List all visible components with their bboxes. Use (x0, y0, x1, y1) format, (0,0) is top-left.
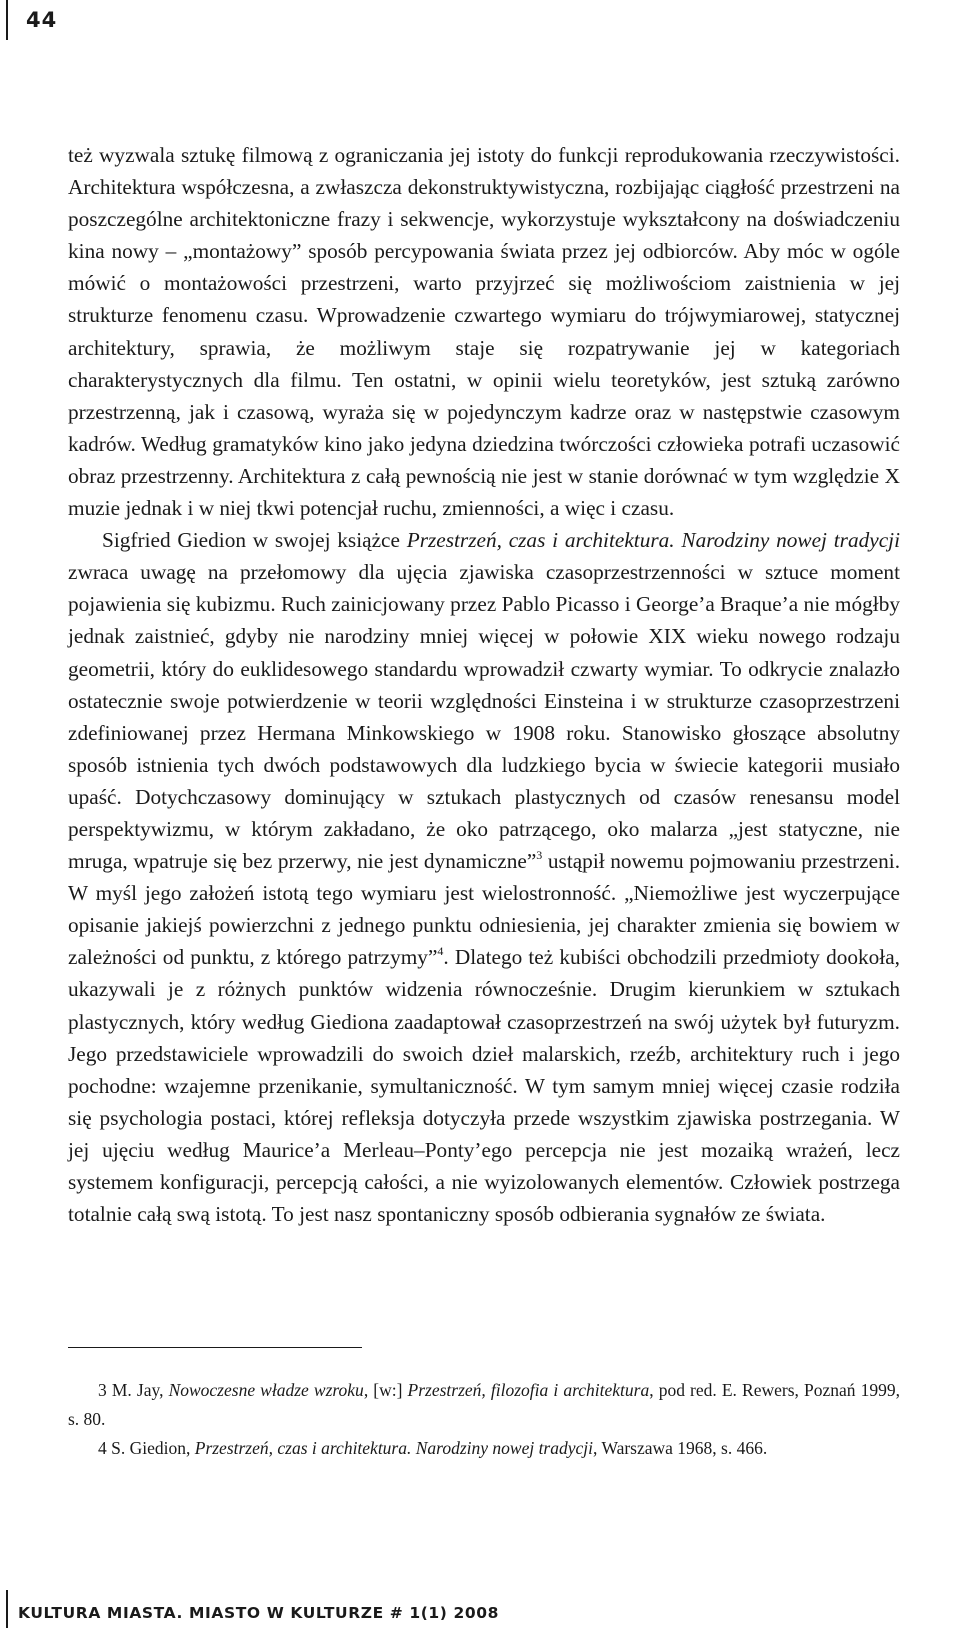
footnote-reference-4: 4 (437, 944, 444, 959)
footnote-4-tail: , Warszawa 1968, s. 466. (593, 1438, 768, 1458)
footnote-divider (68, 1347, 362, 1348)
main-text (68, 139, 900, 1230)
paragraph-2 (68, 524, 900, 1230)
footnote-4-title: Przestrzeń, czas i architektura. Narodziny nowej tradycji (194, 1438, 594, 1458)
paragraph-2-part-b: ustąpił nowemu pojmowaniu przestrzeni. W myśl jego założeń istotą tego wymiaru jest wielostronność. „Niemożliwe jest wyczerpujące opisanie jakiejś powierzchni z jednego punktu odniesienia, jej charakter zmienia się bowiem w zależności od punktu, z którego patrzymy” (68, 849, 901, 970)
footnote-3-lead: 3 M. Jay, (98, 1380, 169, 1400)
footnotes (68, 1376, 900, 1463)
footnote-reference-3: 3 (536, 848, 543, 863)
footnote-4 (68, 1434, 900, 1463)
footnote-3-mid: , [w:] (363, 1380, 408, 1400)
footnote-4-lead: 4 S. Giedion, (98, 1438, 195, 1458)
footnote-3-source-title: Przestrzeń, filozofia i architektura (407, 1380, 650, 1400)
paragraph-2-part-c: . Dlatego też kubiści obchodzili przedmioty dookoła, ukazywali je z różnych punktów widzenia równocześnie. Drugim kierunkiem w sztukach plastycznych, który według Giediona zaadaptował czasoprzestrzeń na swój użytek był futuryzm. Jego przedstawiciele wprowadzili do swoich dzieł malarskich, rzeźb, architektury ruch i jego pochodne: wzajemne przenikanie, symultaniczność. W tym samym mniej więcej czasie rodziła się psychologia postaci, której refleksja dotyczyła przede wszystkim zjawiska postrzegania. W jej ujęciu według Maurice’a Merleau–Ponty’ego percepcja nie jest mozaiką wrażeń, lecz systemem konfiguracji, percepcją całości, a nie wyizolowanych elementów. Człowiek postrzega totalnie całą swą istotą. To jest nasz spontaniczny sposób odbierania sygnałów ze świata. (68, 945, 901, 1227)
footnote-3 (68, 1376, 900, 1434)
page-number-container (6, 0, 57, 40)
journal-title: KULTURA MIASTA. MIASTO W KULTURZE # 1(1) 2008 (18, 1604, 500, 1622)
paragraph-2-part-a: zwraca uwagę na przełomowy dla ujęcia zjawiska czasoprzestrzenności w sztuce moment pojawienia się kubizmu. Ruch zainicjowany przez Pablo Picasso i George’a Braque’a nie mógłby jednak zaistnieć, gdyby nie narodziny mniej więcej w połowie XIX wieku nowego rodzaju geometrii, który do euklidesowego standardu wprowadził czwarty wymiar. To odkrycie znalazło ostatecznie swoje potwierdzenie w teorii względności Einsteina i w strukturze czasoprzestrzeni zdefiniowanej przez Hermana Minkowskiego w 1908 roku. Stanowisko głoszące absolutny sposób istnienia tych dwóch podstawowych dla ludzkiego bycia w świecie kategorii musiało upaść. Dotychczasowy dominujący w sztukach plastycznych od czasów renesansu model perspektywizmu, w którym zakładano, że oko patrzącego, oko malarza „jest statyczne, nie mruga, wpatruje się bez przerwy, nie jest dynamiczne” (68, 560, 900, 874)
running-footer (6, 1590, 499, 1628)
page-number: 44 (26, 8, 58, 32)
book-title: Przestrzeń, czas i architektura. Narodziny nowej tradycji (406, 528, 900, 553)
footnote-3-tail: , pod red. E. Rewers, Poznań 1999, s. 80. (68, 1380, 900, 1429)
paragraph-2-lead: Sigfried Giedion w swojej książce (102, 528, 407, 553)
footnote-3-title: Nowoczesne władze wzroku (168, 1380, 364, 1400)
paragraph-1: też wyzwala sztukę filmową z ograniczania jej istoty do funkcji reprodukowania rzeczywistości. Architektura współczesna, a zwłaszcza dekonstruktywistyczna, rozbijając ciągłość przestrzeni na poszczególne architektoniczne frazy i sekwencje, wykorzystuje wykształcony na doświadczeniu kina nowy – „montażowy” sposób percypowania świata przez jej odbiorców. Aby móc w ogóle mówić o montażowości przestrzeni, warto przyjrzeć się możliwościom zaistnienia w jej strukturze fenomenu czasu. Wprowadzenie czwartego wymiaru do trójwymiarowej, statycznej architektury, sprawia, że możliwym staje się rozpatrywanie jej w kategoriach charakterystycznych dla filmu. Ten ostatni, w opinii wielu teoretyków, jest sztuką zarówno przestrzenną, jak i czasową, wyraża się w pojedynczym kadrze oraz w następstwie czasowym kadrów. Według gramatyków kino jako jedyna dziedzina twórczości człowieka potrafi uczasowić obraz przestrzenny. Architektura z całą pewnością nie jest w stanie dorównać w tym względzie X muzie jednak i w niej tkwi potencjał ruchu, zmienności, a więc i czasu. (68, 143, 900, 521)
